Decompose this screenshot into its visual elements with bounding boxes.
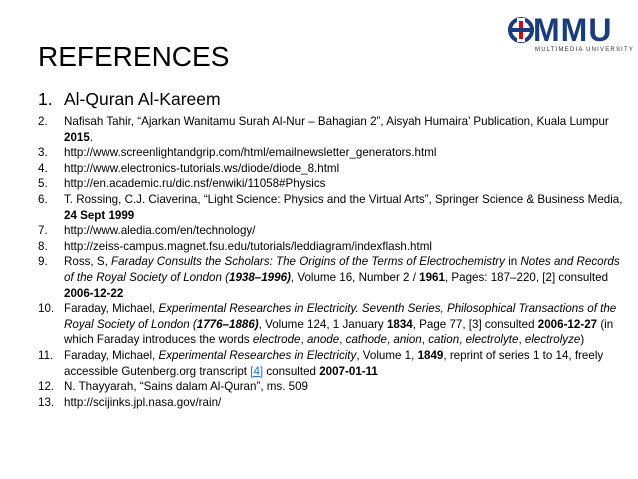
reference-item xyxy=(38,395,623,411)
reference-item xyxy=(38,161,623,177)
reference-item xyxy=(38,88,623,110)
reference-item xyxy=(38,145,623,161)
reference-text: http://www.screenlightandgrip.com/html/emailnewsletter_generators.html xyxy=(64,146,437,160)
reference-number: 7. xyxy=(38,224,48,238)
reference-item xyxy=(38,379,623,395)
reference-item xyxy=(38,114,623,145)
page-title: REFERENCES xyxy=(38,41,230,72)
reference-text: http://scijinks.jpl.nasa.gov/rain/ xyxy=(64,395,222,409)
reference-item xyxy=(38,239,623,255)
reference-text: Faraday, Michael, Experimental Researches in Electricity. Seventh Series, Philosophical Transactions of the Royal Society of London (1776–1886), Volume 124, 1 January 1834, Page 77, [3] consulted 2006-12-27 (in which Faraday introduces the words electrode, anode, cathode, anion, cation, electrolyte, electrolyze) xyxy=(64,302,617,347)
reference-text: Ross, S, Faraday Consults the Scholars: The Origins of the Terms of Electrochemistry in Notes and Records of the Royal Society of London (1938–1996), Volume 16, Number 2 / 1961, Pages: 187–220, [2] consulted 2006-12-22 xyxy=(64,255,620,300)
reference-text: Faraday, Michael, Experimental Researches in Electricity, Volume 1, 1849, reprint of series 1 to 14, freely accessible Gutenberg.org transcript [4] consulted 2007-01-11 xyxy=(64,348,604,378)
reference-number: 5. xyxy=(38,177,48,191)
reference-number: 13. xyxy=(38,395,55,409)
reference-text: http://en.academic.ru/dic.nsf/enwiki/11058#Physics xyxy=(64,177,326,191)
reference-number: 3. xyxy=(38,146,48,160)
reference-number: 9. xyxy=(38,255,48,269)
reference-item xyxy=(38,348,623,379)
logo-tagline: MULTIMEDIA UNIVERSITY xyxy=(535,47,635,53)
reference-number: 11. xyxy=(38,348,54,362)
reference-number: 8. xyxy=(38,239,48,253)
reference-item xyxy=(38,301,623,348)
reference-text: http://zeiss-campus.magnet.fsu.edu/tutorials/leddiagram/indexflash.html xyxy=(64,239,432,253)
reference-item xyxy=(38,192,623,223)
reference-number: 4. xyxy=(38,161,48,175)
logo-wordmark: MMU xyxy=(533,12,613,48)
reference-text: T. Rossing, C.J. Ciaverina, “Light Science: Physics and the Virtual Arts”, Springer Science & Business Media, 24 Sept 1999 xyxy=(64,192,623,222)
reference-text: Al-Quran Al-Kareem xyxy=(64,89,221,109)
reference-number: 2. xyxy=(38,115,48,128)
reference-number: 12. xyxy=(38,380,55,394)
reference-list xyxy=(38,88,623,410)
gutenberg-transcript-link[interactable]: [4] xyxy=(250,364,264,378)
reference-text: http://www.aledia.com/en/technology/ xyxy=(64,224,256,238)
reference-number: 1. xyxy=(38,89,53,109)
reference-number: 10. xyxy=(38,302,55,316)
reference-text: Nafisah Tahir, “Ajarkan Wanitamu Surah Al-Nur – Bahagian 2”, Aisyah Humaira’ Publication, Kuala Lumpur 2015. xyxy=(64,115,609,144)
reference-item xyxy=(38,254,623,301)
reference-number: 6. xyxy=(38,192,48,206)
reference-item xyxy=(38,223,623,239)
reference-text: N. Thayyarah, “Sains dalam Al-Quran”, ms. 509 xyxy=(64,380,309,394)
reference-text: http://www.electronics-tutorials.ws/diode/diode_8.html xyxy=(64,161,340,175)
mmu-logo xyxy=(505,12,635,62)
reference-item xyxy=(38,176,623,192)
